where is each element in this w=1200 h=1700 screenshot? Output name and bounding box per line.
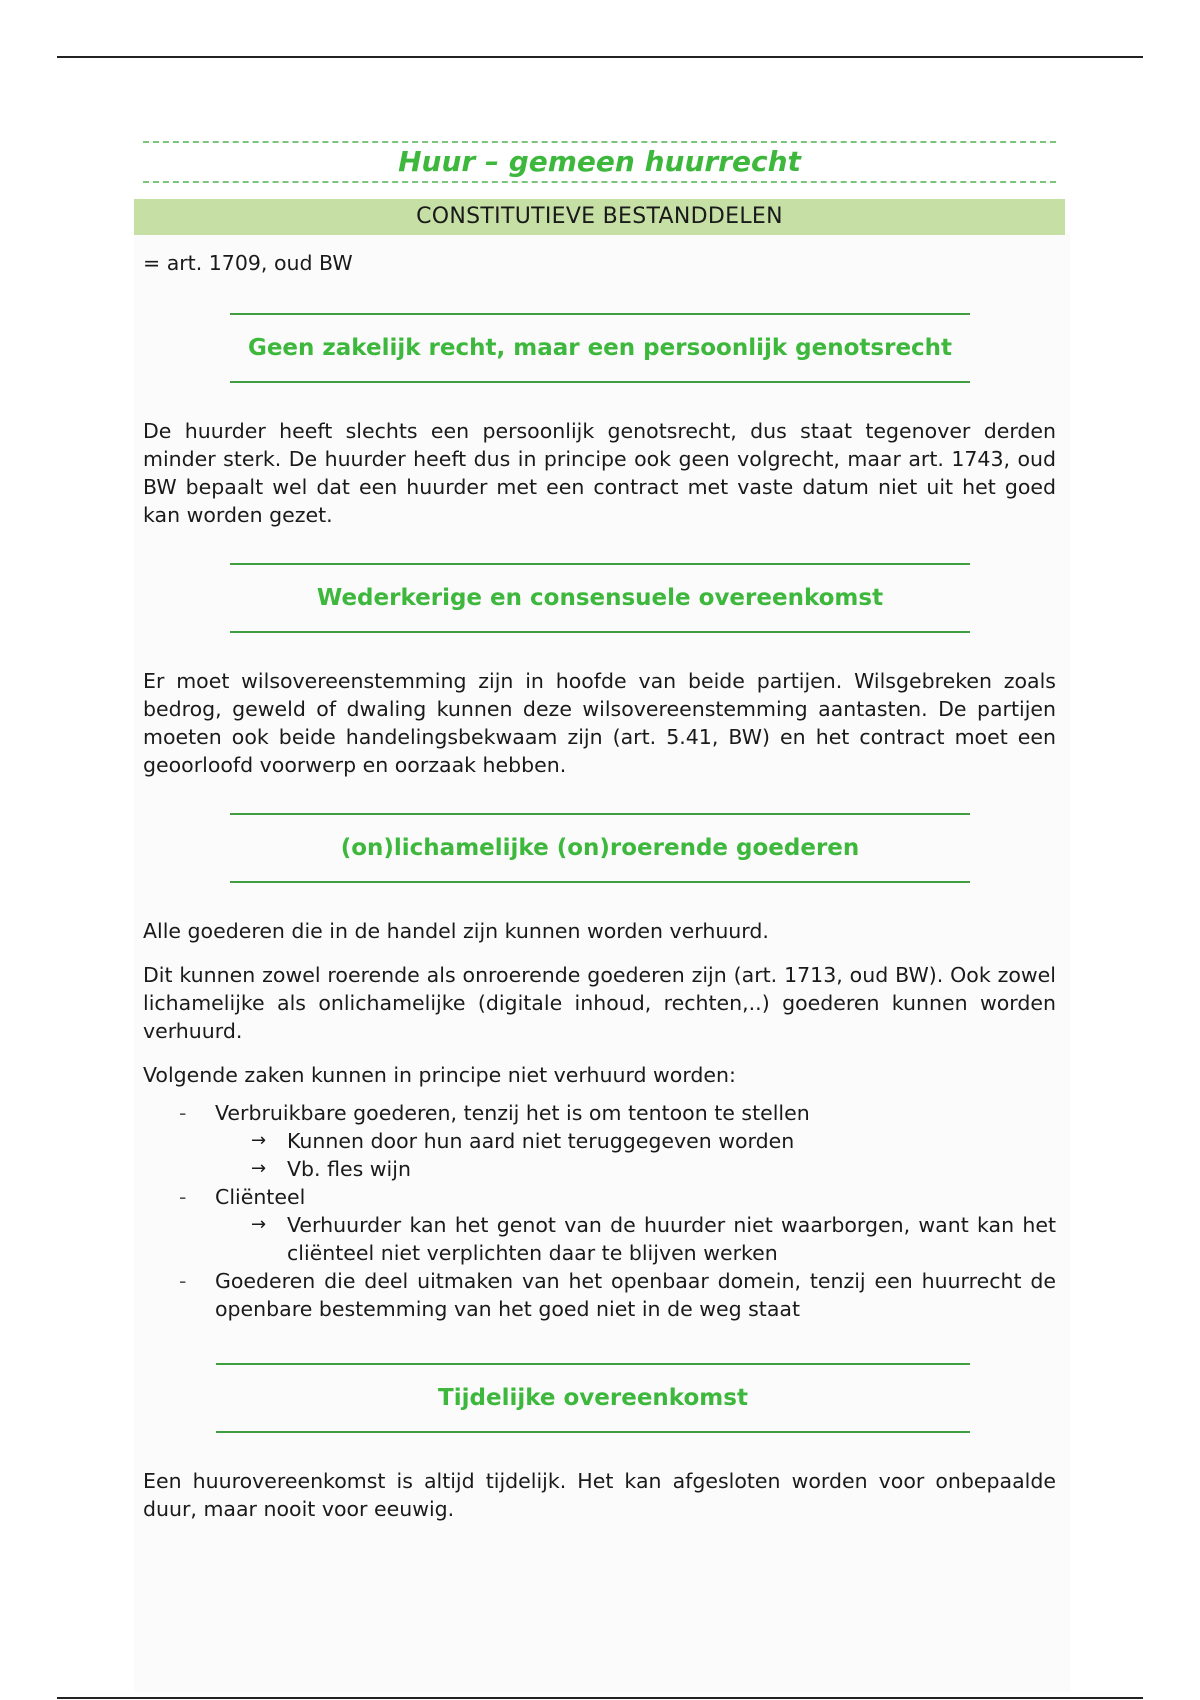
paragraph: Alle goederen die in de handel zijn kunnen worden verhuurd.: [143, 919, 769, 943]
sub-list-item: [215, 1155, 1056, 1183]
arrow-icon: →: [251, 1130, 267, 1151]
list-item-text: Goederen die deel uitmaken van het openbaar domein, tenzij een huurrecht de openbare bestemming van het goed niet in de weg staat: [215, 1269, 1056, 1321]
sub-list: [215, 1127, 1056, 1183]
list-item-text: Cliënteel: [215, 1185, 306, 1209]
sub-list: [215, 1211, 1056, 1267]
list-item-text: Verbruikbare goederen, tenzij het is om tentoon te stellen: [215, 1101, 810, 1125]
paragraph: Er moet wilsovereenstemming zijn in hoofde van beide partijen. Wilsgebreken zoals bedrog, geweld of dwaling kunnen deze wilsovereenstemming aantasten. De partijen moeten ook beide handelingsbekwaam zijn (art. 5.41, BW) en het contract moet een geoorloofd voorwerp en oorzaak hebben.: [143, 669, 1056, 777]
paragraph: Een huurovereenkomst is altijd tijdelijk. Het kan afgesloten worden voor onbepaalde duur, maar nooit voor eeuwig.: [143, 1469, 1056, 1521]
article-reference: = art. 1709, oud BW: [143, 251, 353, 275]
exclusions-list: [143, 1099, 1056, 1323]
bullet-dash: -: [179, 1269, 187, 1293]
bullet-dash: -: [179, 1101, 187, 1125]
document-body: [143, 141, 1056, 1523]
section-heading-goederen: (on)lichamelijke (on)roerende goederen: [230, 813, 970, 883]
paragraph: Dit kunnen zowel roerende als onroerende goederen zijn (art. 1713, oud BW). Ook zowel lichamelijke als onlichamelijke (digitale inhoud, rechten,..) goederen kunnen worden verhuurd.: [143, 963, 1056, 1043]
sub-list-item-text: Verhuurder kan het genot van de huurder niet waarborgen, want kan het cliënteel niet verplichten daar te blijven werken: [287, 1213, 1056, 1265]
paragraph: Volgende zaken kunnen in principe niet verhuurd worden:: [143, 1063, 736, 1087]
sub-list-item-text: Vb. fles wijn: [287, 1157, 411, 1181]
page-top-rule: [57, 56, 1143, 58]
section-heading-overeenkomst: Wederkerige en consensuele overeenkomst: [230, 563, 970, 633]
paragraph: De huurder heeft slechts een persoonlijk genotsrecht, dus staat tegenover derden minder sterk. De huurder heeft dus in principe ook geen volgrecht, maar art. 1743, oud BW bepaalt wel dat een huurder met een contract met vaste datum niet uit het goed kan worden gezet.: [143, 419, 1056, 527]
sub-list-item: [215, 1127, 1056, 1155]
arrow-icon: →: [251, 1214, 267, 1235]
arrow-icon: →: [251, 1158, 267, 1179]
sub-list-item-text: Kunnen door hun aard niet teruggegeven worden: [287, 1129, 795, 1153]
sub-list-item: [215, 1211, 1056, 1267]
section-banner: CONSTITUTIEVE BESTANDDELEN: [134, 199, 1065, 235]
list-item: [143, 1267, 1056, 1323]
page-bottom-rule: [57, 1697, 1143, 1699]
section-heading-genotsrecht: Geen zakelijk recht, maar een persoonlijk genotsrecht: [230, 313, 970, 383]
list-item: [143, 1183, 1056, 1267]
bullet-dash: -: [179, 1185, 187, 1209]
list-item: [143, 1099, 1056, 1183]
section-heading-tijdelijk: Tijdelijke overeenkomst: [216, 1363, 970, 1433]
document-title: Huur – gemeen huurrecht: [143, 141, 1056, 183]
